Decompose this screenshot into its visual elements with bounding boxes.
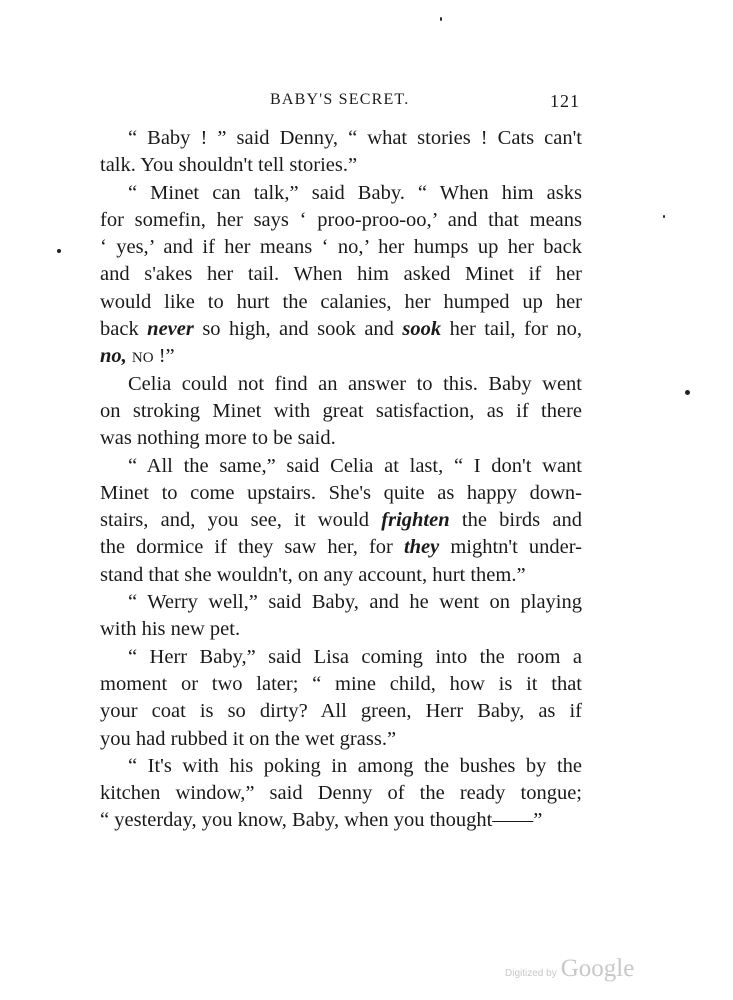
text-line: “ Minet can talk,” said Baby. “ When him asks xyxy=(128,181,582,204)
text-run: her tail, for no, xyxy=(449,318,583,341)
running-title: BABY'S SECRET. xyxy=(270,91,410,108)
page-number: 121 xyxy=(550,91,580,111)
text-run: stairs, and, you see, it would xyxy=(100,509,370,532)
text-line: “ yesterday, you know, Baby, when you thought——” xyxy=(100,809,543,832)
text-line: you had rubbed it on the wet grass.” xyxy=(100,727,397,750)
text-line xyxy=(100,316,582,343)
text-run: mightn't under- xyxy=(450,536,582,559)
text-line: talk. You shouldn't tell stories.” xyxy=(100,154,358,177)
text-line xyxy=(100,507,582,534)
watermark-prefix: Digitized by xyxy=(505,968,557,979)
text-line: Minet to come upstairs. She's quite as happy down- xyxy=(100,481,582,504)
page-body xyxy=(100,125,582,835)
text-line: stand that she wouldn't, on any account, hurt them.” xyxy=(100,563,526,586)
text-line xyxy=(100,343,582,370)
text-run: so high, and sook and xyxy=(202,318,394,341)
text-line xyxy=(100,534,582,561)
text-line: “ All the same,” said Celia at last, “ I don't want xyxy=(128,454,582,477)
text-line: “ Herr Baby,” said Lisa coming into the room a xyxy=(128,645,582,668)
text-line: and s'akes her tail. When him asked Minet if her xyxy=(100,263,582,286)
scan-speck xyxy=(440,17,442,21)
scan-speck xyxy=(685,390,690,395)
scan-speck xyxy=(663,215,665,218)
text-run: the birds and xyxy=(461,509,582,532)
running-header xyxy=(100,91,582,115)
text-line: “ It's with his poking in among the bushes by the xyxy=(128,754,582,777)
text-line: moment or two later; “ mine child, how is it that xyxy=(100,672,582,695)
text-run: !” xyxy=(153,345,175,368)
emphasis: frighten xyxy=(381,509,450,532)
text-line: kitchen window,” said Denny of the ready tongue; xyxy=(100,782,582,805)
text-line: was nothing more to be said. xyxy=(100,427,336,450)
emphasis: they xyxy=(403,536,440,559)
scan-speck xyxy=(57,249,61,253)
text-line: for somefin, her says ‘ proo-proo-oo,’ and that means xyxy=(100,208,582,231)
text-line: Celia could not find an answer to this. Baby went xyxy=(128,372,582,395)
text-line: would like to hurt the calanies, her humped up her xyxy=(100,290,582,313)
text-line: “ Baby ! ” said Denny, “ what stories ! Cats can't xyxy=(128,127,582,149)
small-caps-word: NO xyxy=(131,350,154,367)
text-line: on stroking Minet with great satisfaction, as if there xyxy=(100,399,582,422)
digitized-watermark xyxy=(505,955,634,983)
emphasis: sook xyxy=(402,318,442,341)
text-run: the dormice if they saw her, for xyxy=(100,536,393,559)
text-line: “ Werry well,” said Baby, and he went on playing xyxy=(128,591,582,614)
watermark-logo: Google xyxy=(560,955,635,982)
text-run: back xyxy=(100,318,139,341)
text-line: ‘ yes,’ and if her means ‘ no,’ her humps up her back xyxy=(100,236,582,259)
emphasis: no, xyxy=(100,345,127,368)
emphasis: never xyxy=(147,318,194,341)
text-line: with his new pet. xyxy=(100,618,241,641)
text-line: your coat is so dirty? All green, Herr Baby, as if xyxy=(100,700,582,723)
